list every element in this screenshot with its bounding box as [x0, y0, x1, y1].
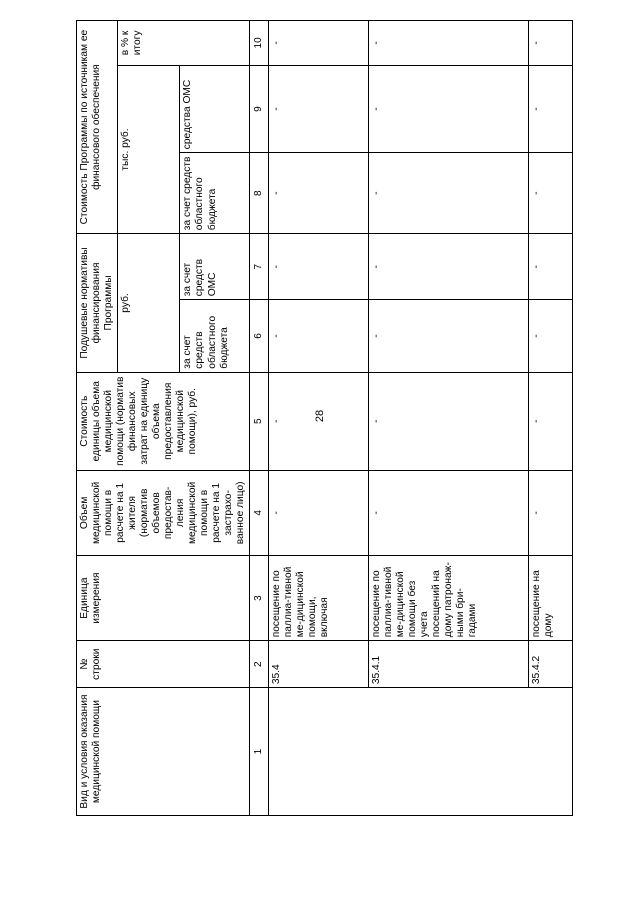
column-number: 9 [250, 65, 269, 152]
column-number: 5 [250, 372, 269, 470]
cell-unit-cost: - [529, 372, 573, 470]
header-line-number: № строки [77, 641, 250, 688]
cell-volume: - [529, 470, 573, 555]
column-number: 4 [250, 470, 269, 555]
cell-norm-budget: - [369, 300, 529, 372]
column-number: 8 [250, 153, 269, 234]
header-norm-budget: за счет средств областного бюджета [180, 300, 250, 372]
program-cost-table [76, 20, 573, 816]
cell-volume: - [369, 470, 529, 555]
cell-line-number: 35.4 [269, 641, 369, 688]
cell-program-budget: - [529, 153, 573, 234]
cell-unit: посещение на дому [529, 556, 573, 641]
cell-percent: - [369, 21, 529, 66]
header-percent: в % к итогу [118, 21, 250, 66]
header-unit-cost: Стоимость единицы объема медицинской помощи (норматив финансовых затрат на единицу объема предоставления медицинской помощи), руб. [77, 372, 250, 470]
header-per-capita-norms: Подушевые нормативы финансирования Программы [77, 234, 118, 373]
cell-unit: посещение по паллиа-тивной ме-дицинской помощи, включая [269, 556, 369, 641]
page-number: 28 [314, 409, 326, 423]
cell-unit: посещение по паллиа-тивной ме-дицинской помощи без учета посещений на дому патронаж-ными бри-гадами [369, 556, 529, 641]
cell-line-number: 35.4.1 [369, 641, 529, 688]
rotated-table-container [76, 20, 620, 816]
cell-norm-budget: - [529, 300, 573, 372]
cell-percent: - [269, 21, 369, 66]
cell-program-oms: - [529, 65, 573, 152]
header-norm-oms: за счет средств ОМС [180, 234, 250, 300]
header-unit-rub: руб. [118, 234, 180, 373]
column-number: 6 [250, 300, 269, 372]
cell-kind [269, 688, 573, 816]
cell-unit-cost: - [369, 372, 529, 470]
column-number: 1 [250, 688, 269, 816]
header-program-oms: средства ОМС [180, 65, 250, 152]
cell-percent: - [529, 21, 573, 66]
column-number: 3 [250, 556, 269, 641]
cell-unit-cost: - [269, 372, 369, 470]
column-number: 10 [250, 21, 269, 66]
cell-volume: - [269, 470, 369, 555]
cell-program-oms: - [369, 65, 529, 152]
column-number: 2 [250, 641, 269, 688]
cell-program-oms: - [269, 65, 369, 152]
cell-program-budget: - [369, 153, 529, 234]
header-program-budget: за счет средств областного бюджета [180, 153, 250, 234]
header-volume: Объем медицинской помощи в расчете на 1 жителя (норматив объемов предостав-ления медицинской помощи в расчете на 1 застрахо-ванное лицо) [77, 470, 250, 555]
cell-norm-oms: - [269, 234, 369, 300]
header-program-cost: Стоимость Программы по источникам ее финансового обеспечения [77, 21, 118, 234]
column-number: 7 [250, 234, 269, 300]
cell-norm-oms: - [369, 234, 529, 300]
cell-norm-oms: - [529, 234, 573, 300]
table-row [269, 21, 369, 816]
column-number-row [250, 21, 269, 816]
cell-line-number: 35.4.2 [529, 641, 573, 688]
header-kind: Вид и условия оказания медицинской помощи [77, 688, 250, 816]
cell-program-budget: - [269, 153, 369, 234]
header-unit-thousand-rub: тыс. руб. [118, 65, 180, 233]
header-unit: Единица измерения [77, 556, 250, 641]
cell-norm-budget: - [269, 300, 369, 372]
